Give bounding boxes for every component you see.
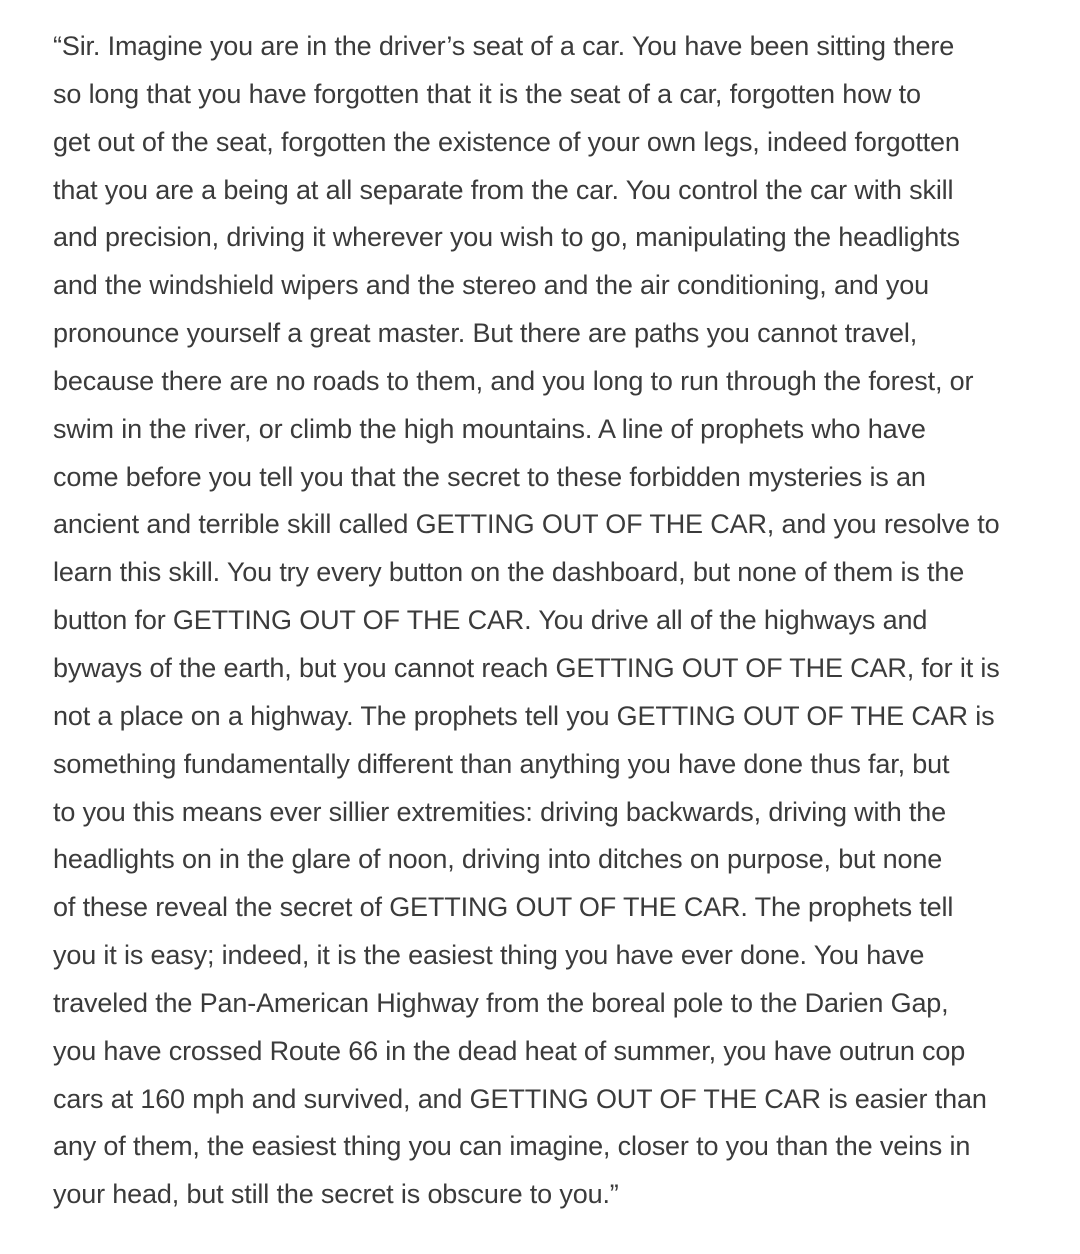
text-line: because there are no roads to them, and you long to run through the forest, or — [53, 365, 974, 396]
quote-paragraph — [53, 23, 1043, 1219]
text-line: get out of the seat, forgotten the existence of your own legs, indeed forgotten — [53, 126, 960, 157]
text-line: traveled the Pan-American Highway from the boreal pole to the Darien Gap, — [53, 987, 949, 1018]
text-line: that you are a being at all separate from the car. You control the car with skill — [53, 174, 954, 205]
text-line: byways of the earth, but you cannot reach GETTING OUT OF THE CAR, for it is — [53, 652, 1000, 683]
text-line: you have crossed Route 66 in the dead heat of summer, you have outrun cop — [53, 1035, 966, 1066]
text-line: and the windshield wipers and the stereo and the air conditioning, and you — [53, 270, 929, 301]
text-line: any of them, the easiest thing you can imagine, closer to you than the veins in — [53, 1131, 971, 1162]
text-line: headlights on in the glare of noon, driving into ditches on purpose, but none — [53, 844, 943, 875]
text-line: “Sir. Imagine you are in the driver’s seat of a car. You have been sitting there — [53, 31, 955, 61]
text-line: pronounce yourself a great master. But there are paths you cannot travel, — [53, 318, 918, 349]
text-line: something fundamentally different than anything you have done thus far, but — [53, 748, 950, 779]
text-line: button for GETTING OUT OF THE CAR. You drive all of the highways and — [53, 605, 928, 636]
text-line: you it is easy; indeed, it is the easiest thing you have ever done. You have — [53, 940, 925, 971]
text-line: of these reveal the secret of GETTING OUT OF THE CAR. The prophets tell — [53, 892, 954, 923]
text-line: cars at 160 mph and survived, and GETTING OUT OF THE CAR is easier than — [53, 1083, 987, 1114]
text-line: to you this means ever sillier extremities: driving backwards, driving with the — [53, 796, 947, 827]
text-line: not a place on a highway. The prophets tell you GETTING OUT OF THE CAR is — [53, 700, 995, 731]
text-line: your head, but still the secret is obscure to you.” — [53, 1179, 619, 1210]
text-line: ancient and terrible skill called GETTING OUT OF THE CAR, and you resolve to — [53, 509, 1000, 540]
text-line: learn this skill. You try every button on the dashboard, but none of them is the — [53, 557, 965, 588]
text-line: and precision, driving it wherever you wish to go, manipulating the headlights — [53, 222, 960, 253]
text-line: so long that you have forgotten that it is the seat of a car, forgotten how to — [53, 78, 921, 109]
text-line: come before you tell you that the secret to these forbidden mysteries is an — [53, 461, 926, 492]
text-line: swim in the river, or climb the high mountains. A line of prophets who have — [53, 413, 926, 444]
document-page — [53, 23, 1043, 1219]
